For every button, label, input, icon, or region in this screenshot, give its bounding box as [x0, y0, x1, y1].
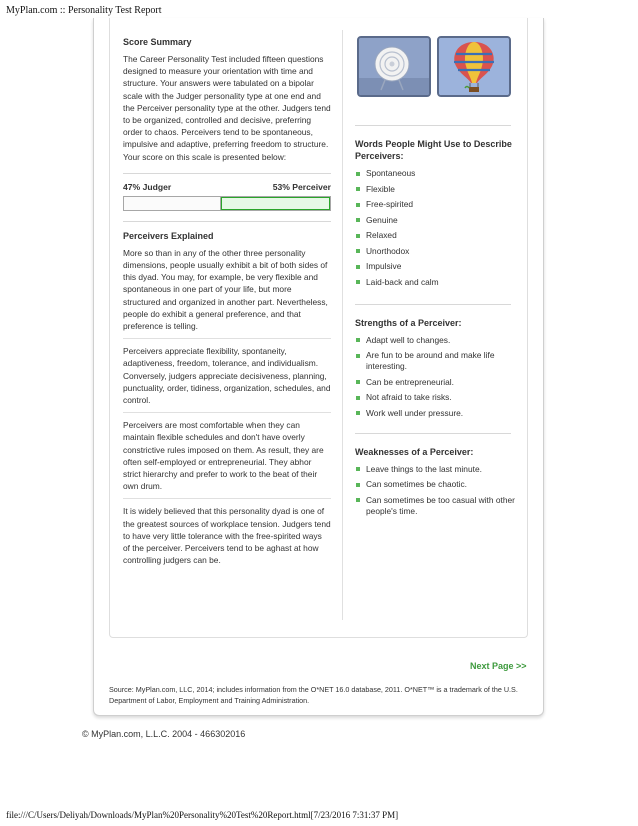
divider: [355, 125, 511, 126]
words-list: [355, 168, 515, 288]
perceiver-segment: [221, 197, 330, 210]
column-divider: [342, 30, 343, 620]
list-item: Can be entrepreneurial.: [355, 377, 515, 388]
explained-paragraph: More so than in any of the other three personality dimensions, people usually exhibit a bit of both sides of this dyad. You may, for example, be very flexible and spontaneous in one part of your life, but more structured and organized in another part. Nevertheless, people do exhibit a general preference, and that preference is telling.: [123, 247, 328, 332]
strengths-title: Strengths of a Perceiver:: [355, 317, 462, 328]
list-item: Free-spirited: [355, 199, 515, 210]
illustrations: [357, 36, 515, 97]
list-item: Can sometimes be chaotic.: [355, 479, 515, 490]
source-note: Source: MyPlan.com, LLC, 2014; includes information from the O*NET 16.0 database, 2011. O*NET™ is a trademark of the U.S. Department of Labor, Employment and Training Administration.: [109, 685, 518, 705]
divider: [355, 433, 511, 434]
list-item: Spontaneous: [355, 168, 515, 179]
list-item: Laid-back and calm: [355, 277, 515, 288]
list-item: Not afraid to take risks.: [355, 392, 515, 403]
divider: [123, 412, 331, 413]
list-item: Work well under pressure.: [355, 408, 515, 419]
explained-paragraph: It is widely believed that this personality dyad is one of the greatest sources of workplace tension. Judgers tend to have very little tolerance with the free-spirited ways of the perceiver. Perceivers tend to be aghast at how controlling judgers can be.: [123, 506, 331, 566]
left-column: [123, 36, 331, 573]
divider: [123, 173, 331, 174]
perceivers-explained-title: Perceivers Explained: [123, 230, 214, 241]
list-item: Leave things to the last minute.: [355, 464, 515, 475]
score-bar: [123, 196, 331, 211]
perceivers-explained-body: [123, 247, 331, 567]
perceiver-score-label: 53% Perceiver: [272, 181, 331, 192]
next-page-link[interactable]: Next Page >>: [470, 661, 527, 671]
weaknesses-list: [355, 464, 515, 517]
right-column: [355, 36, 515, 521]
list-item: Can sometimes be too casual with other people's time.: [355, 495, 515, 517]
explained-paragraph: Perceivers appreciate flexibility, spontaneity, adaptiveness, freedom, tolerance, and individualism. Conversely, judgers appreciate decisiveness, planning, punctuality, order, tidiness, organization, schedules, and control.: [123, 346, 331, 406]
list-item: Are fun to be around and make life interesting.: [355, 350, 515, 372]
judger-segment: [124, 197, 221, 210]
score-summary-text: The Career Personality Test included fifteen questions designed to measure your orientation with time and structure. Your answers were tabulated on a bipolar scale with the Judger personality type at one end and the Perceiver personality type at the other. Judgers tend to be organized, controlled and decisive, preferring order to chaos. Perceivers tend to be spontaneous, impulsive and adaptive, preferring freedom to structure. Your score on this scale is presented below:: [123, 54, 331, 162]
list-item: Flexible: [355, 184, 515, 195]
weaknesses-title: Weaknesses of a Perceiver:: [355, 446, 474, 457]
list-item: Unorthodox: [355, 246, 515, 257]
explained-paragraph: Perceivers are most comfortable when they can maintain flexible schedules and don't have overly constrictive rules imposed on them. As result, they are often self-employed or entrepreneurial. They abhor strict hierarchy and prefer to work to the beat of their own drum.: [123, 420, 324, 492]
divider: [123, 221, 331, 222]
hot-air-balloon-icon: [437, 36, 511, 97]
divider: [123, 498, 331, 499]
list-item: Adapt well to changes.: [355, 335, 515, 346]
target-icon: [357, 36, 431, 97]
print-page-title: MyPlan.com :: Personality Test Report: [6, 5, 162, 16]
divider: [123, 338, 331, 339]
print-file-path: file:///C/Users/Deliyah/Downloads/MyPlan%20Personality%20Test%20Report.html[7/23/2016 7:31:37 PM]: [6, 810, 399, 820]
strengths-list: [355, 335, 515, 419]
score-summary-title: Score Summary: [123, 37, 192, 47]
list-item: Genuine: [355, 215, 515, 226]
score-labels: [123, 182, 331, 192]
words-title: Words People Might Use to Describe Perceivers:: [355, 139, 512, 161]
list-item: Impulsive: [355, 261, 515, 272]
divider: [355, 304, 511, 305]
copyright: © MyPlan.com, L.L.C. 2004 - 466302016: [82, 729, 246, 739]
judger-score-label: 47% Judger: [123, 181, 172, 192]
list-item: Relaxed: [355, 230, 515, 241]
